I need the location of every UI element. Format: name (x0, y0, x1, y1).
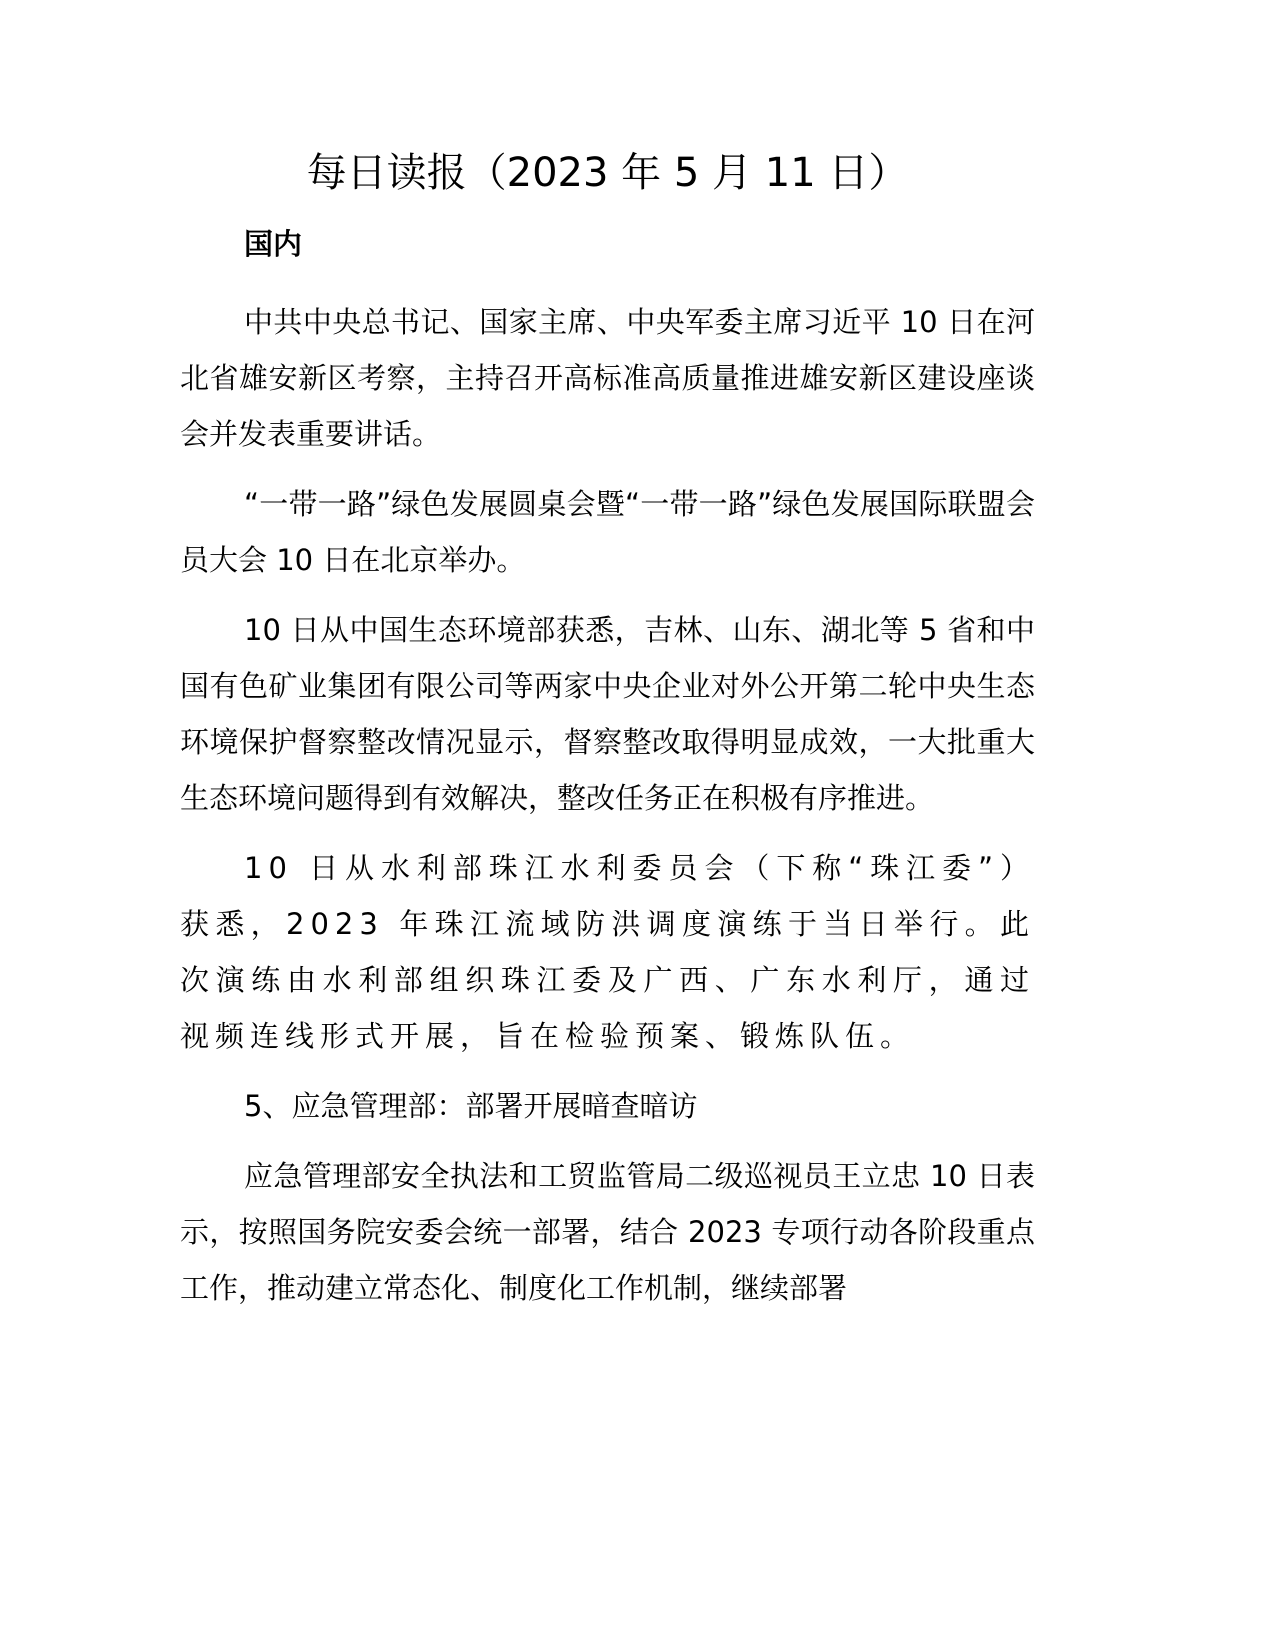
paragraph-belt-road: “一带一路”绿色发展圆桌会暨“一带一路”绿色发展国际联盟会员大会 10 日在北京举办。 (180, 487, 1035, 577)
paragraph-emergency-management: 应急管理部安全执法和工贸监管局二级巡视员王立忠 10 日表示，按照国务院安委会统一部署，结合 2023 专项行动各阶段重点工作，推动建立常态化、制度化工作机制，继续部署 (180, 1159, 1035, 1305)
paragraph-emergency-heading: 5、应急管理部：部署开展暗查暗访 (244, 1089, 698, 1123)
section-heading-domestic: 国内 (244, 227, 303, 261)
paragraph-xi-xiongan: 中共中央总书记、国家主席、中央军委主席习近平 10 日在河北省雄安新区考察，主持召开高标准高质量推进雄安新区建设座谈会并发表重要讲话。 (180, 305, 1035, 451)
paragraph-ecology-inspection: 10 日从中国生态环境部获悉，吉林、山东、湖北等 5 省和中国有色矿业集团有限公司等两家中央企业对外公开第二轮中央生态环境保护督察整改情况显示，督察整改取得明显成效，一大批重大生态环境问题得到有效解决，整改任务正在积极有序推进。 (180, 613, 1035, 815)
document-title: 每日读报（2023 年 5 月 11 日） (306, 150, 909, 196)
paragraph-pearl-river-drill: 10 日从水利部珠江水利委员会（下称“珠江委”）获悉，2023 年珠江流域防洪调度演练于当日举行。此次演练由水利部组织珠江委及广西、广东水利厅，通过视频连线形式开展，旨在检验预案、锻炼队伍。 (180, 851, 1035, 1053)
document-body (180, 216, 1035, 1330)
